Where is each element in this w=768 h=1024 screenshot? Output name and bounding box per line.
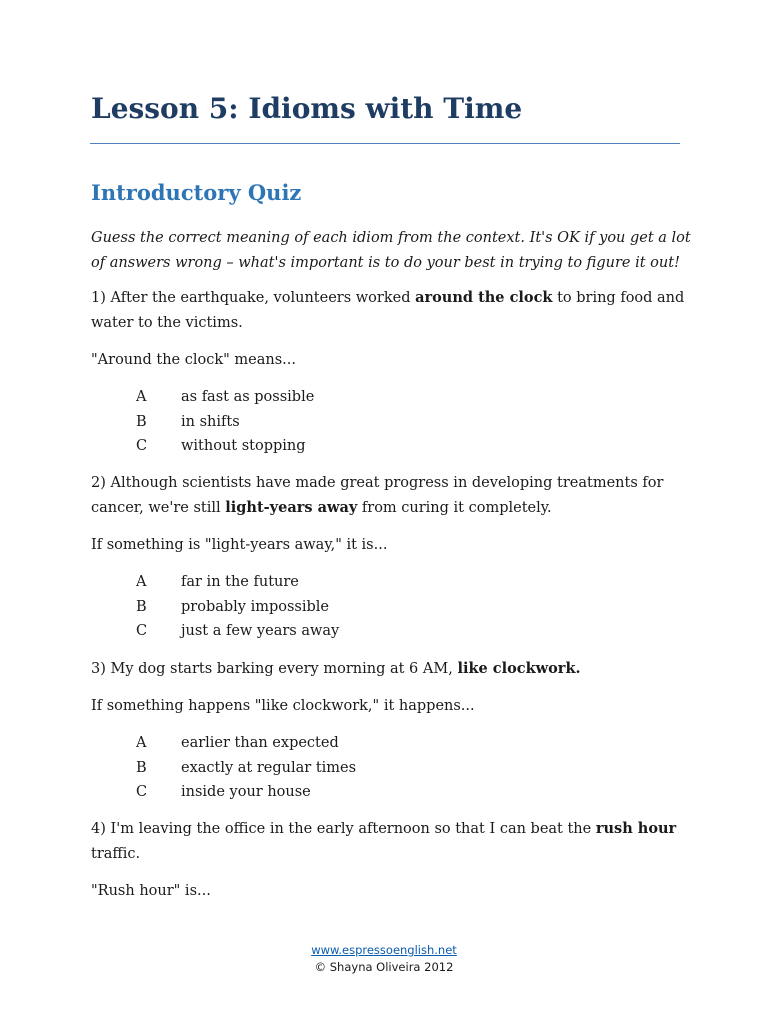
- question-3-text-before: 3) My dog starts barking every morning at 6 AM,: [91, 661, 458, 677]
- question-3-prompt: If something happens "like clockwork," it happens...: [91, 698, 475, 714]
- question-2-options: [136, 570, 536, 644]
- section-heading: Introductory Quiz: [91, 180, 302, 205]
- question-3-option-b[interactable]: [136, 756, 536, 781]
- option-letter: C: [136, 784, 148, 800]
- question-2-text-before: 2) Although scientists have made great progress in developing treatments for cancer, we're still: [91, 475, 664, 516]
- question-3-sentence: [91, 657, 691, 682]
- option-text: probably impossible: [181, 598, 330, 615]
- option-text: inside your house: [181, 784, 311, 800]
- option-letter: C: [136, 438, 148, 454]
- title-divider: [90, 143, 680, 144]
- option-text: just a few years away: [181, 623, 340, 639]
- question-4-text-after: traffic.: [91, 845, 141, 862]
- question-1-text-after: to bring food and water to the victims.: [91, 290, 685, 331]
- question-4-prompt: "Rush hour" is...: [91, 883, 211, 899]
- question-1-option-c[interactable]: [136, 434, 536, 459]
- question-1-option-b[interactable]: [136, 410, 536, 435]
- instructions: Guess the correct meaning of each idiom from the context. It's OK if you get a lot of answers wrong – what's important is to do your best in trying to figure it out!: [91, 230, 691, 271]
- question-2-option-c[interactable]: [136, 619, 536, 644]
- question-1-text-before: 1) After the earthquake, volunteers worked: [91, 290, 416, 306]
- question-3-option-c[interactable]: [136, 780, 536, 805]
- option-text: earlier than expected: [181, 735, 339, 751]
- question-1-idiom: around the clock: [415, 289, 553, 306]
- option-letter: A: [136, 389, 147, 405]
- option-letter: A: [136, 735, 147, 751]
- option-text: without stopping: [181, 438, 306, 454]
- question-2-option-a[interactable]: [136, 570, 536, 595]
- question-2-sentence: [91, 471, 691, 520]
- option-text: exactly at regular times: [181, 759, 357, 776]
- option-letter: A: [136, 574, 147, 590]
- question-4-idiom: rush hour: [595, 820, 677, 837]
- question-2-prompt: If something is "light-years away," it is...: [91, 537, 388, 553]
- question-1-option-a[interactable]: [136, 385, 536, 410]
- copyright-text: © Shayna Oliveira 2012: [314, 960, 454, 974]
- option-text: as fast as possible: [181, 389, 315, 405]
- option-text: in shifts: [181, 413, 240, 430]
- option-text: far in the future: [181, 574, 299, 590]
- option-letter: B: [136, 598, 147, 615]
- question-1-options: [136, 385, 536, 459]
- question-4-sentence: [91, 817, 691, 866]
- option-letter: B: [136, 759, 147, 776]
- question-2-idiom: light-years away: [225, 498, 358, 516]
- page-footer: [0, 942, 768, 976]
- question-1-sentence: [91, 286, 691, 335]
- website-link[interactable]: www.espressoenglish.net: [311, 943, 457, 957]
- option-letter: B: [136, 413, 147, 430]
- option-letter: C: [136, 623, 148, 639]
- question-1-prompt: "Around the clock" means...: [91, 352, 296, 368]
- question-2-option-b[interactable]: [136, 595, 536, 620]
- question-3-idiom: like clockwork.: [457, 660, 581, 677]
- question-3-option-a[interactable]: [136, 731, 536, 756]
- question-4-text-before: 4) I'm leaving the office in the early afternoon so that I can beat the: [91, 821, 596, 837]
- question-2-text-after: from curing it completely.: [357, 499, 552, 516]
- page-title: Lesson 5: Idioms with Time: [91, 92, 523, 125]
- question-3-options: [136, 731, 536, 805]
